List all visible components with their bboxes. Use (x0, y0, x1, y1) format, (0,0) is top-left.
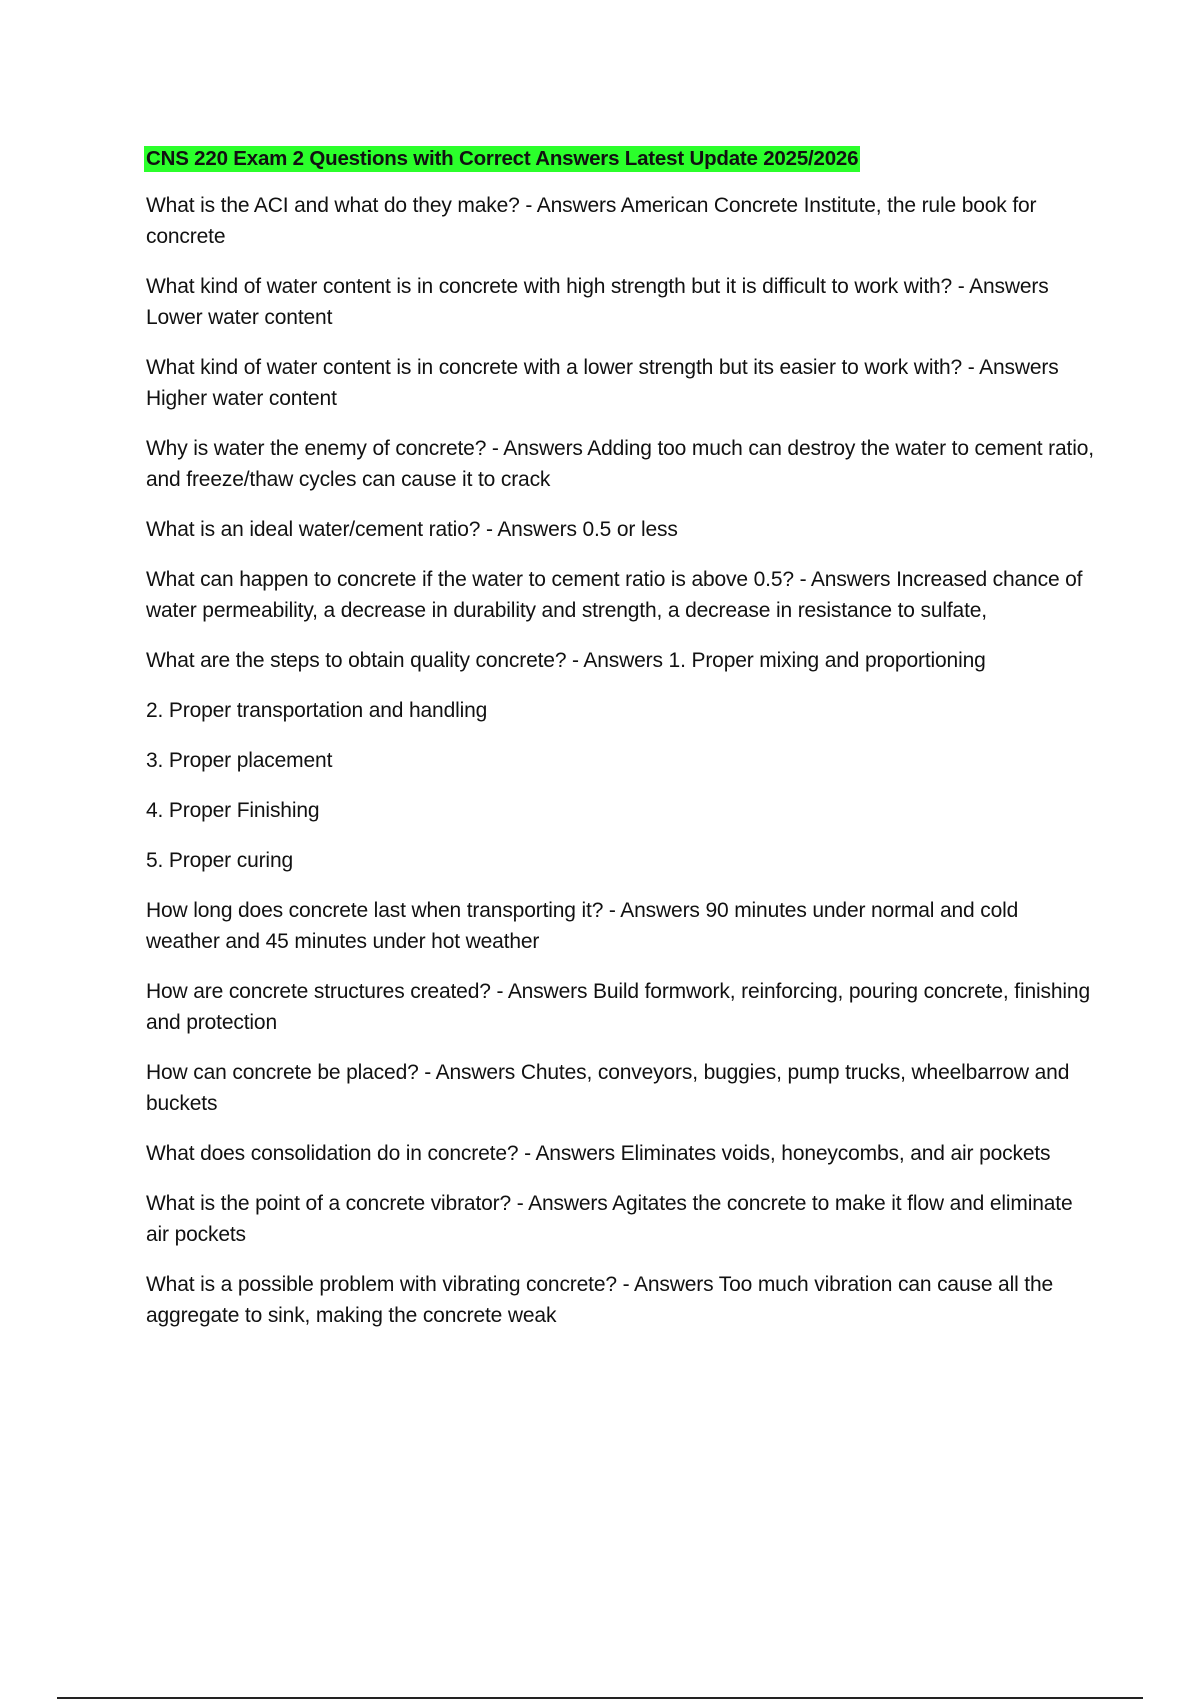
qa-paragraph: What is the ACI and what do they make? - Answers American Concrete Institute, the rule book for concrete (146, 194, 1037, 248)
qa-paragraph: How long does concrete last when transporting it? - Answers 90 minutes under normal and cold weather and 45 minutes under hot weather (146, 899, 1019, 953)
qa-step: 5. Proper curing (146, 849, 294, 872)
page-bottom-rule (57, 1697, 1143, 1699)
document-body (146, 146, 1096, 1350)
qa-list (146, 190, 1096, 1331)
qa-paragraph: How can concrete be placed? - Answers Chutes, conveyors, buggies, pump trucks, wheelbarrow and buckets (146, 1061, 1070, 1115)
document-title: CNS 220 Exam 2 Questions with Correct Answers Latest Update 2025/2026 (146, 147, 859, 170)
qa-paragraph: What kind of water content is in concrete with high strength but it is difficult to work with? - Answers Lower water content (146, 275, 1049, 329)
qa-step: 4. Proper Finishing (146, 799, 320, 822)
qa-paragraph: What does consolidation do in concrete? - Answers Eliminates voids, honeycombs, and air pockets (146, 1142, 1051, 1165)
qa-step: 2. Proper transportation and handling (146, 699, 488, 722)
qa-paragraph: What can happen to concrete if the water to cement ratio is above 0.5? - Answers Increased chance of water permeability, a decrease in durability and strength, a decrease in resistance to sulfate, (146, 568, 1083, 622)
qa-paragraph: What kind of water content is in concrete with a lower strength but its easier to work with? - Answers Higher water content (146, 356, 1059, 410)
qa-step: 3. Proper placement (146, 749, 333, 772)
qa-paragraph: Why is water the enemy of concrete? - Answers Adding too much can destroy the water to cement ratio, and freeze/thaw cycles can cause it to crack (146, 437, 1094, 491)
qa-paragraph: What is an ideal water/cement ratio? - Answers 0.5 or less (146, 518, 678, 541)
qa-paragraph: What are the steps to obtain quality concrete? - Answers 1. Proper mixing and proportioning (146, 649, 986, 672)
qa-paragraph: What is the point of a concrete vibrator? - Answers Agitates the concrete to make it flow and eliminate air pockets (146, 1192, 1073, 1246)
qa-paragraph: How are concrete structures created? - Answers Build formwork, reinforcing, pouring concrete, finishing and protection (146, 980, 1090, 1034)
qa-paragraph: What is a possible problem with vibrating concrete? - Answers Too much vibration can cause all the aggregate to sink, making the concrete weak (146, 1273, 1054, 1327)
